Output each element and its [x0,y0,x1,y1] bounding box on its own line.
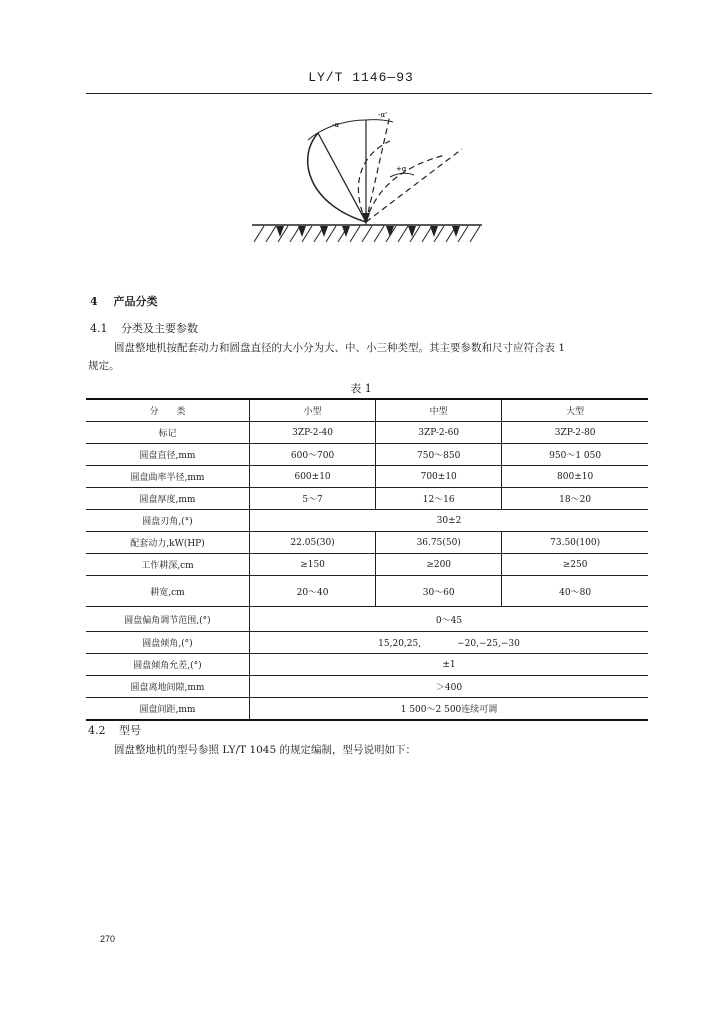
table-header-row [86,399,648,422]
table-row [86,510,648,532]
ground-hatching [252,225,482,242]
angle-label-c: +α [396,165,407,173]
section-4-heading [90,293,158,309]
disc-solid-arc [308,133,366,222]
cell-small: 600±10 [250,466,376,488]
cell-merged: 0～45 [250,607,649,632]
table-row [86,607,648,632]
cell-large: 40～80 [502,576,648,607]
cell-merged: ±1 [250,654,649,676]
table-row [86,532,648,554]
row-label: 工作耕深,cm [86,554,250,576]
row-label: 耕宽,cm [86,576,250,607]
cell-small: 600～700 [250,444,376,466]
page-number: 270 [100,934,116,944]
table-row [86,444,648,466]
row-label: 圆盘离地间隙,mm [86,676,250,698]
angle-label-a: -α [332,121,340,129]
row-label: 标记 [86,422,250,444]
table-row [86,466,648,488]
cell-small: 5～7 [250,488,376,510]
section-41-title: 分类及主要参数 [121,322,198,335]
row-label: 圆盘厚度,mm [86,488,250,510]
section-42-number: 4.2 [88,724,106,737]
cell-merged: ＞400 [250,676,649,698]
table-row [86,632,648,654]
section-4-title: 产品分类 [113,295,158,308]
section-41-paragraph-line2: 规定。 [88,360,120,372]
row-label: 圆盘直径,mm [86,444,250,466]
table-caption: 表 1 [350,382,372,395]
row-label: 配套动力,kW(HP) [86,532,250,554]
cell-medium: 36.75(50) [376,532,502,554]
cell-medium: 750～850 [376,444,502,466]
cell-large: 18～20 [502,488,648,510]
header-medium: 中型 [376,399,502,422]
row-label: 圆盘倾角,(°) [86,632,250,654]
disc-dashed-arc-1 [358,141,390,222]
section-41-number: 4.1 [90,322,108,335]
cell-medium: 30～60 [376,576,502,607]
spec-table [86,398,648,721]
cell-medium: 12～16 [376,488,502,510]
cell-large: ≥250 [502,554,648,576]
cell-small: ≥150 [250,554,376,576]
section-4-number: 4 [90,295,98,308]
section-42-paragraph: 圆盘整地机的型号参照 LY/T 1045 的规定编制，型号说明如下： [114,744,417,756]
cell-small: 3ZP-2-40 [250,422,376,444]
row-label: 圆盘间距,mm [86,698,250,721]
cell-medium: ≥200 [376,554,502,576]
header-large: 大型 [502,399,648,422]
cell-medium: 3ZP-2-60 [376,422,502,444]
header-category: 分 类 [86,399,250,422]
row-label: 圆盘偏角调节范围,(°) [86,607,250,632]
cell-merged: 15,20,25, −20,−25,−30 [250,632,649,654]
row-label: 圆盘刃角,(°) [86,510,250,532]
row-label: 圆盘曲率半径,mm [86,466,250,488]
table-row [86,576,648,607]
section-42-title: 型号 [119,724,141,737]
section-42-heading [88,722,141,738]
cell-medium: 700±10 [376,466,502,488]
row-label: 圆盘倾角允差,(°) [86,654,250,676]
cell-large: 800±10 [502,466,648,488]
cell-merged: 30±2 [250,510,649,532]
cell-large: 3ZP-2-80 [502,422,648,444]
cell-small: 20～40 [250,576,376,607]
table-row [86,422,648,444]
section-41-paragraph-line1: 圆盘整地机按配套动力和圆盘直径的大小分为大、中、小三种类型。其主要参数和尺寸应符合表 1 [114,342,566,354]
header-rule [86,93,652,94]
cell-merged: 1 500～2 500连续可调 [250,698,649,721]
cell-large: 73.50(100) [502,532,648,554]
cell-large: 950～1 050 [502,444,648,466]
cell-small: 22.05(30) [250,532,376,554]
table-row [86,654,648,676]
table-row [86,676,648,698]
table-row [86,698,648,721]
table-row [86,554,648,576]
table-row [86,488,648,510]
angle-label-b: -α' [378,111,388,119]
section-41-heading [90,320,198,336]
standard-code-header: LY/T 1146—93 [308,70,414,85]
header-small: 小型 [250,399,376,422]
disc-angle-figure [240,105,485,255]
